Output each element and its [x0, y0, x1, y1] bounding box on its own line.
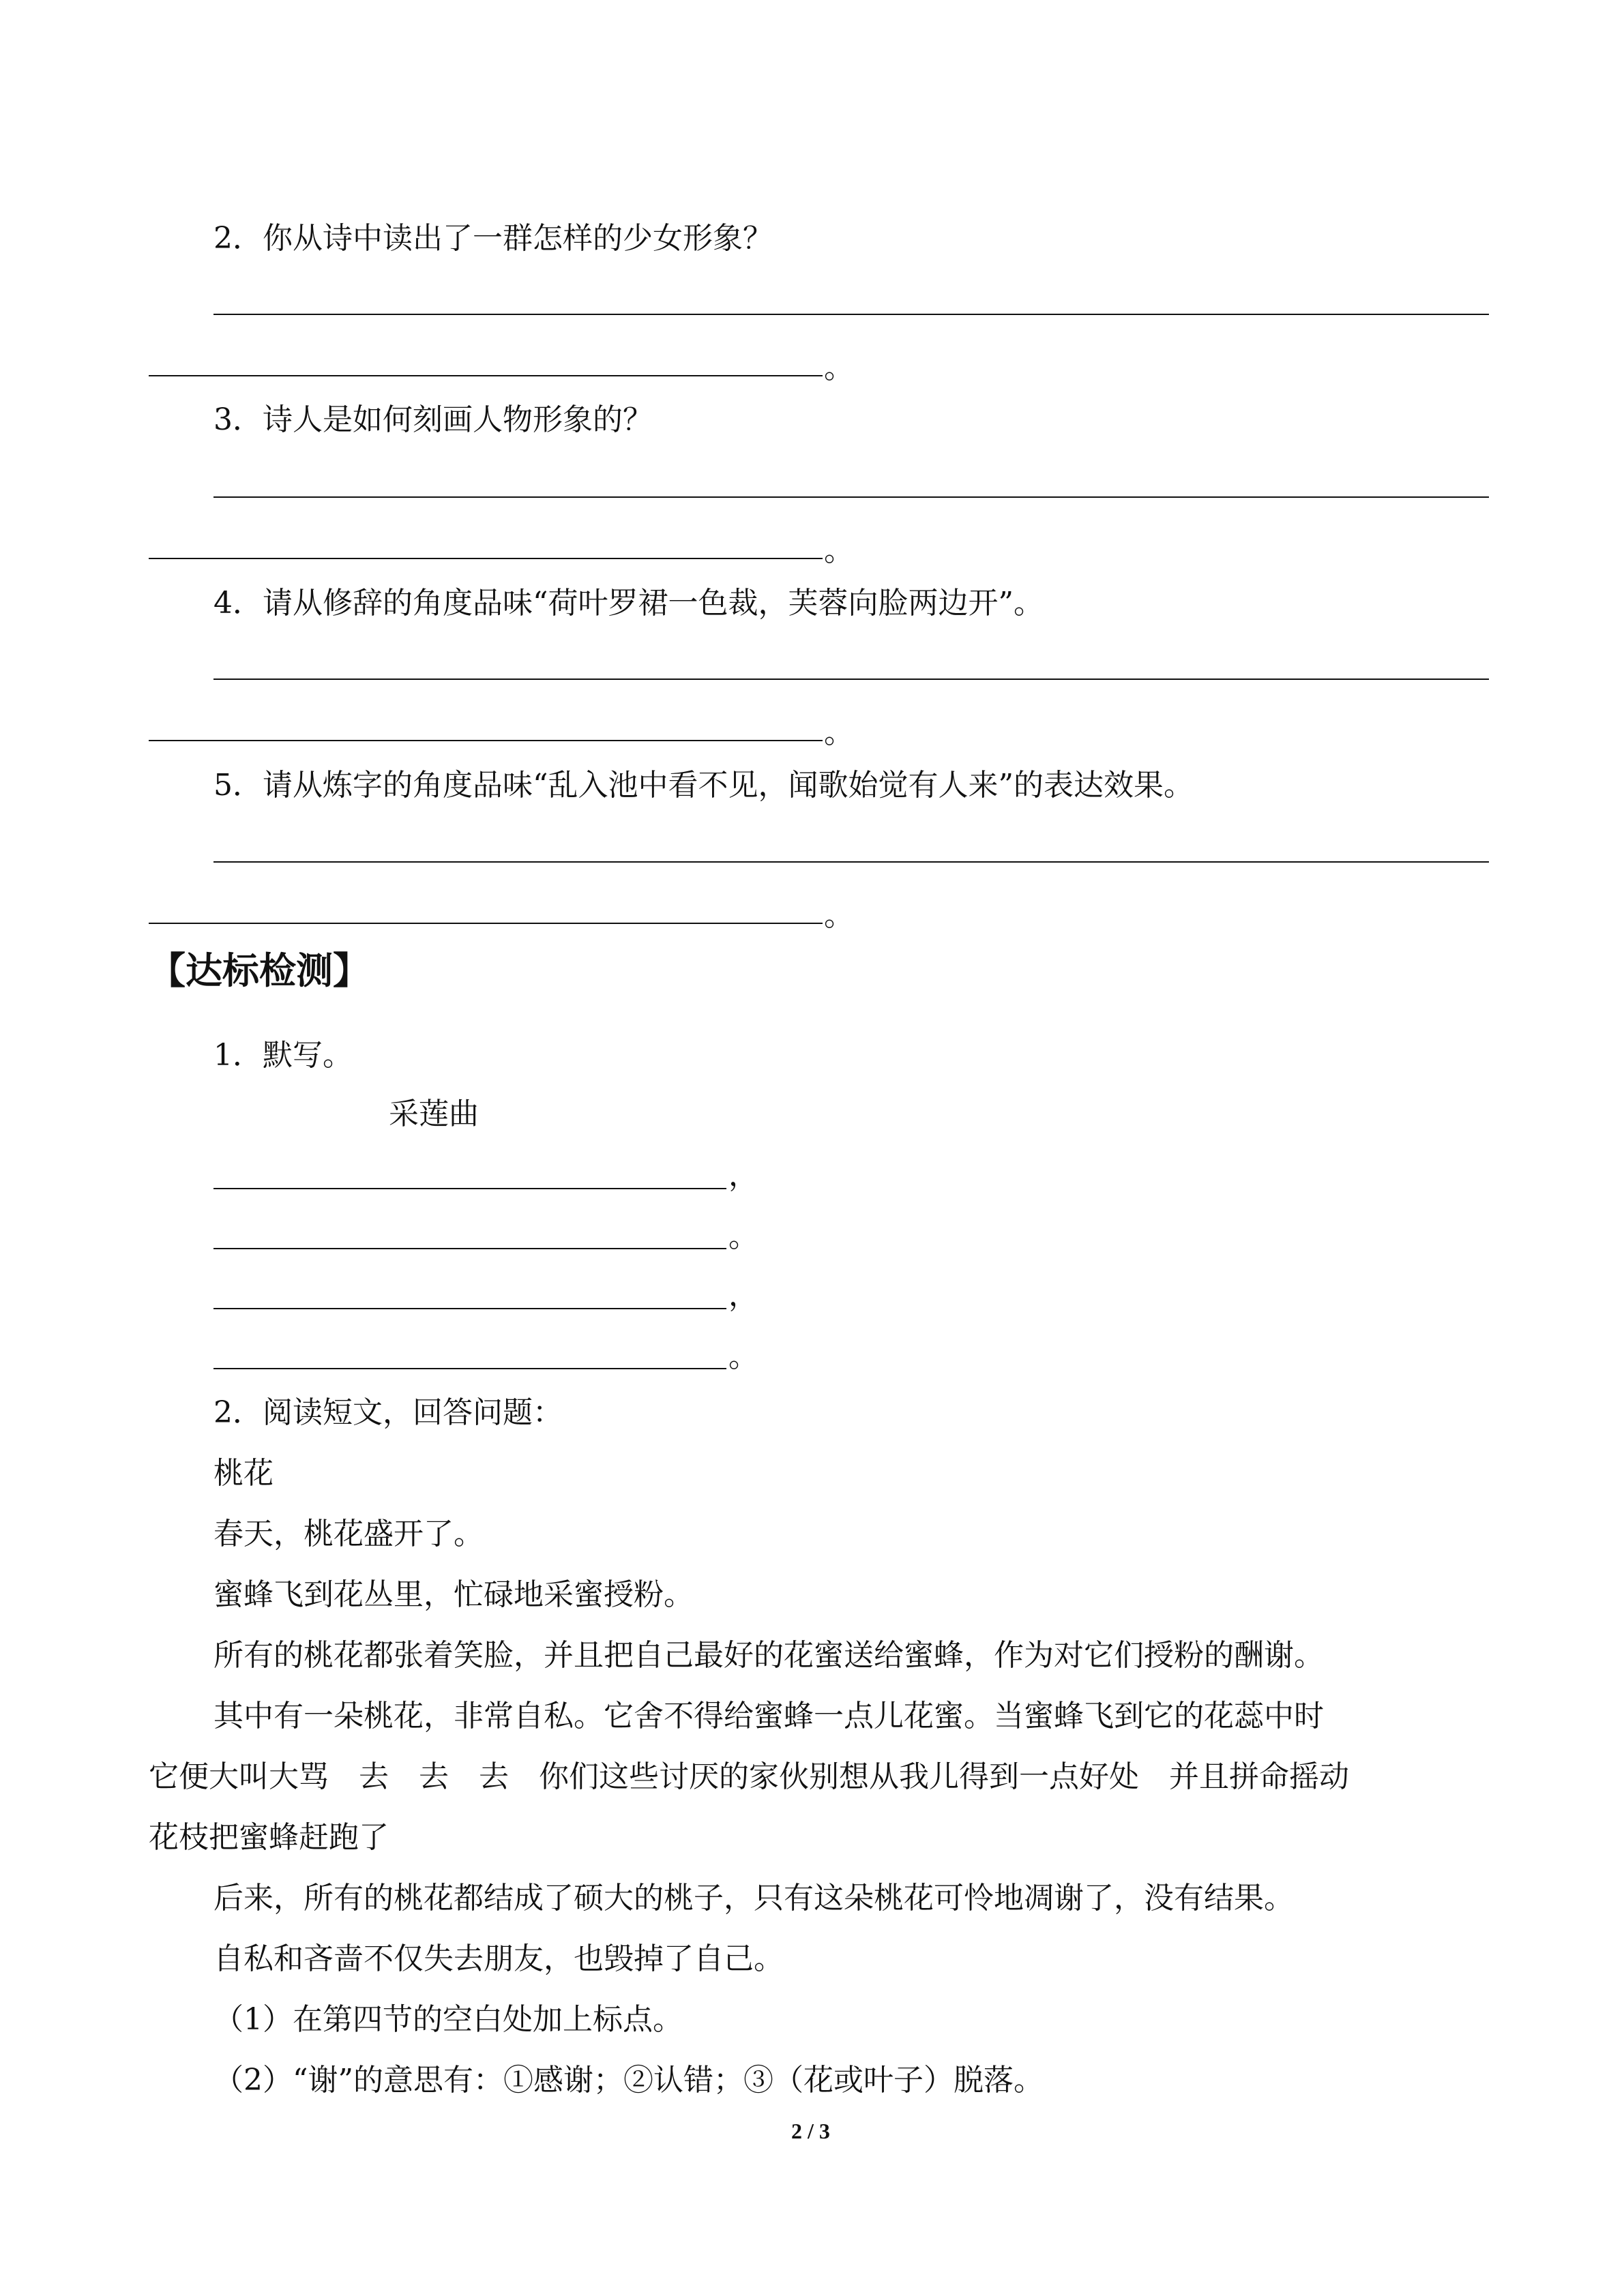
passage-paragraph: 春天，桃花盛开了。: [213, 1517, 484, 1551]
question-5: 5．请从炼字的角度品味“乱入池中看不见，闻歌始觉有人来”的表达效果。: [213, 768, 1194, 803]
period-mark: 。: [728, 1219, 758, 1254]
answer-line[interactable]: [149, 375, 823, 376]
passage-paragraph: 自私和吝啬不仅失去朋友，也毁掉了自己。: [213, 1941, 784, 1976]
dictation-prompt: 1．默写。: [213, 1038, 353, 1073]
passage-title: 桃花: [213, 1456, 274, 1491]
passage-paragraph: 它便大叫大骂 去 去 去 你们这些讨厌的家伙别想从我儿得到一点好处 并且拼命摇动: [149, 1759, 1349, 1794]
dictation-line[interactable]: [213, 1188, 726, 1189]
question-4: 4．请从修辞的角度品味“荷叶罗裙一色裁，芙蓉向脸两边开”。: [213, 586, 1044, 621]
passage-paragraph: 花枝把蜜蜂赶跑了: [149, 1820, 389, 1855]
answer-line[interactable]: [149, 923, 823, 924]
period-mark: 。: [824, 715, 854, 750]
page-number: 2 / 3: [791, 2119, 830, 2143]
answer-line[interactable]: [149, 740, 823, 741]
answer-line[interactable]: [213, 861, 1489, 863]
comma-mark: ，: [728, 1278, 758, 1313]
dictation-line[interactable]: [213, 1308, 726, 1309]
sub-question-1: （1）在第四节的空白处加上标点。: [213, 2002, 683, 2037]
section-heading: 【达标检测】: [149, 949, 370, 992]
period-mark: 。: [824, 898, 854, 933]
passage-paragraph: 后来，所有的桃花都结成了硕大的桃子，只有这朵桃花可怜地凋谢了，没有结果。: [213, 1881, 1294, 1915]
question-3: 3．诗人是如何刻画人物形象的？: [213, 402, 653, 437]
passage-paragraph: 所有的桃花都张着笑脸，并且把自己最好的花蜜送给蜜蜂，作为对它们授粉的酬谢。: [213, 1638, 1324, 1673]
passage-paragraph: 其中有一朵桃花，非常自私。它舍不得给蜜蜂一点儿花蜜。当蜜蜂飞到它的花蕊中时: [213, 1699, 1324, 1733]
dictation-line[interactable]: [213, 1248, 726, 1249]
answer-line[interactable]: [213, 679, 1489, 680]
dictation-line[interactable]: [213, 1368, 726, 1369]
period-mark: 。: [824, 351, 854, 385]
reading-prompt: 2．阅读短文，回答问题：: [213, 1395, 563, 1430]
poem-title: 采莲曲: [389, 1097, 479, 1131]
question-2: 2．你从诗中读出了一群怎样的少女形象？: [213, 221, 773, 256]
answer-line[interactable]: [213, 314, 1489, 315]
period-mark: 。: [728, 1339, 758, 1374]
comma-mark: ，: [728, 1158, 758, 1193]
answer-line[interactable]: [149, 558, 823, 559]
sub-question-2: （2）“谢”的意思有：①感谢；②认错；③（花或叶子）脱落。: [213, 2063, 1044, 2098]
answer-line[interactable]: [213, 496, 1489, 498]
passage-paragraph: 蜜蜂飞到花丛里，忙碌地采蜜授粉。: [213, 1577, 694, 1612]
period-mark: 。: [824, 533, 854, 568]
